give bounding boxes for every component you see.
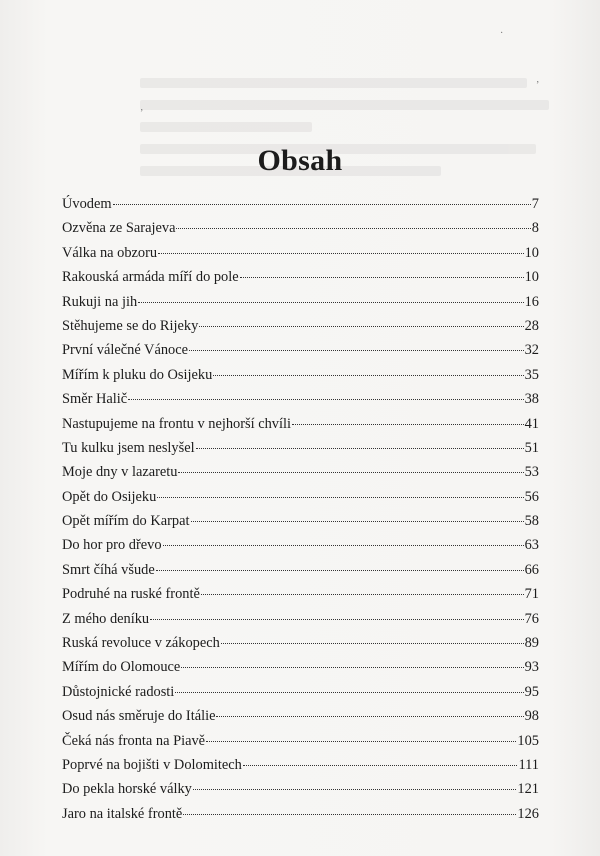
toc-entry-title: Poprvé na bojišti v Dolomitech (62, 756, 242, 773)
toc-entry-page: 10 (524, 244, 539, 261)
toc-entry-page: 53 (524, 464, 539, 481)
dot-leader (193, 789, 517, 790)
dot-leader (113, 204, 531, 205)
toc-entry[interactable] (62, 631, 539, 655)
toc-entry-title: Válka na obzoru (62, 244, 158, 261)
dot-leader (292, 424, 524, 425)
toc-entry-page: 8 (531, 220, 539, 237)
dot-leader (178, 472, 523, 473)
toc-entry-page: 76 (524, 610, 539, 627)
toc-entry-title: První válečné Vánoce (62, 342, 189, 359)
toc-entry[interactable] (62, 753, 539, 777)
dot-leader (221, 643, 524, 644)
toc-entry-title: Stěhujeme se do Rijeky (62, 317, 199, 334)
dot-leader (201, 594, 524, 595)
page-title: Obsah (257, 144, 343, 177)
paper-speck: ʼ (140, 108, 144, 119)
dot-leader (163, 545, 524, 546)
toc-entry-title: Opět do Osijeku (62, 488, 157, 505)
dot-leader (196, 448, 524, 449)
toc-entry-page: 16 (524, 293, 539, 310)
toc-entry-page: 105 (517, 732, 539, 749)
toc-entry[interactable] (62, 460, 539, 484)
toc-entry-page: 58 (524, 513, 539, 530)
toc-entry[interactable] (62, 655, 539, 679)
toc-entry[interactable] (62, 387, 539, 411)
dot-leader (128, 399, 523, 400)
toc-entry[interactable] (62, 802, 539, 826)
toc-entry-title: Ruská revoluce v zákopech (62, 635, 220, 652)
dot-leader (156, 570, 524, 571)
toc-entry[interactable] (62, 338, 539, 362)
toc-entry-page: 51 (524, 439, 539, 456)
toc-entry-title: Mířím k pluku do Osijeku (62, 366, 213, 383)
paper-speck: · (500, 28, 504, 39)
dot-leader (206, 741, 516, 742)
toc-entry[interactable] (62, 558, 539, 582)
toc-entry-title: Úvodem (62, 196, 112, 212)
dot-leader (240, 277, 524, 278)
toc-entry-page: 32 (524, 342, 539, 359)
toc-entry-title: Do pekla horské války (62, 781, 192, 798)
toc-entry[interactable] (62, 582, 539, 606)
toc-entry-title: Smrt číhá všude (62, 561, 155, 578)
toc-entry[interactable] (62, 704, 539, 728)
toc-entry-title: Jaro na italské frontě (62, 805, 183, 822)
toc-entry-page: 121 (517, 781, 539, 798)
dot-leader (175, 692, 523, 693)
toc-entry-title: Z mého deníku (62, 610, 150, 627)
toc-entry-page: 126 (517, 805, 539, 822)
toc-entry-page: 98 (524, 708, 539, 725)
toc-entry[interactable] (62, 412, 539, 436)
dot-leader (191, 521, 524, 522)
dot-leader (176, 228, 530, 229)
toc-entry[interactable] (62, 192, 539, 216)
toc-entry-page: 10 (524, 269, 539, 286)
toc-entry[interactable] (62, 509, 539, 533)
toc-entry-page: 35 (524, 366, 539, 383)
toc-entry-title: Důstojnické radosti (62, 683, 175, 700)
toc-entry-page: 38 (524, 391, 539, 408)
toc-entry[interactable] (62, 729, 539, 753)
toc-entry[interactable] (62, 265, 539, 289)
toc-entry-title: Do hor pro dřevo (62, 537, 162, 554)
toc-entry-page: 95 (524, 683, 539, 700)
dot-leader (157, 497, 523, 498)
toc-entry[interactable] (62, 485, 539, 509)
dot-leader (181, 667, 523, 668)
table-of-contents (62, 192, 539, 826)
toc-entry[interactable] (62, 241, 539, 265)
toc-entry[interactable] (62, 436, 539, 460)
dot-leader (183, 814, 516, 815)
toc-entry[interactable] (62, 777, 539, 801)
toc-entry-title: Osud nás směruje do Itálie (62, 708, 216, 725)
toc-entry-page: 28 (524, 317, 539, 334)
toc-entry-title: Opět mířím do Karpat (62, 513, 190, 530)
toc-entry-page: 66 (524, 561, 539, 578)
dot-leader (199, 326, 523, 327)
toc-entry[interactable] (62, 533, 539, 557)
dot-leader (243, 765, 518, 766)
toc-entry-title: Nastupujeme na frontu v nejhorší chvíli (62, 415, 291, 432)
dot-leader (189, 350, 524, 351)
toc-entry-title: Podruhé na ruské frontě (62, 586, 200, 603)
toc-entry-page: 56 (524, 488, 539, 505)
toc-entry-title: Rukuji na jih (62, 293, 138, 310)
dot-leader (158, 253, 524, 254)
toc-entry-page: 41 (524, 415, 539, 432)
toc-entry-page: 7 (531, 196, 539, 212)
dot-leader (138, 302, 523, 303)
toc-entry-title: Moje dny v lazaretu (62, 464, 178, 481)
toc-entry[interactable] (62, 314, 539, 338)
dot-leader (150, 619, 523, 620)
toc-entry[interactable] (62, 363, 539, 387)
toc-entry-page: 89 (524, 635, 539, 652)
toc-entry[interactable] (62, 680, 539, 704)
toc-entry[interactable] (62, 290, 539, 314)
paper-speck: ʼ (536, 80, 540, 91)
toc-entry-page: 93 (524, 659, 539, 676)
dot-leader (216, 716, 523, 717)
toc-entry-title: Rakouská armáda míří do pole (62, 269, 239, 286)
toc-entry-title: Směr Halič (62, 391, 128, 408)
dot-leader (213, 375, 523, 376)
toc-entry-title: Čeká nás fronta na Piavě (62, 732, 206, 749)
toc-entry-title: Tu kulku jsem neslyšel (62, 439, 195, 456)
toc-entry-page: 111 (518, 756, 539, 773)
toc-entry[interactable] (62, 607, 539, 631)
toc-entry-title: Ozvěna ze Sarajeva (62, 220, 176, 237)
toc-entry-page: 71 (524, 586, 539, 603)
toc-entry-title: Mířím do Olomouce (62, 659, 181, 676)
toc-entry-page: 63 (524, 537, 539, 554)
toc-entry[interactable] (62, 216, 539, 240)
